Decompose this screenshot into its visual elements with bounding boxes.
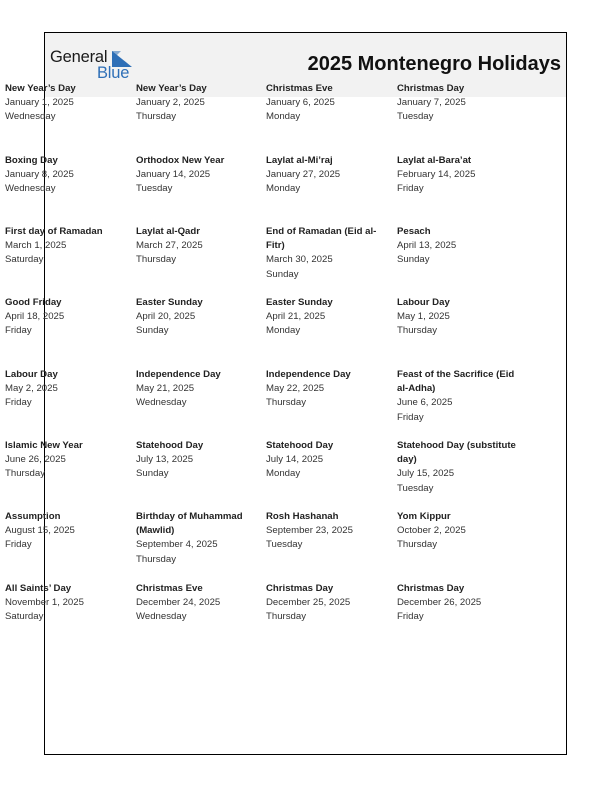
holiday-weekday: Friday [397,411,424,423]
holiday-weekday: Tuesday [397,111,434,123]
holiday-weekday: Sunday [266,268,299,280]
holiday-entry [397,225,523,268]
holiday-name: Christmas Day [397,83,465,94]
holiday-name: Christmas Eve [266,83,333,94]
holiday-entry [5,582,131,625]
holiday-name: First day of Ramadan [5,226,103,237]
holiday-name: Feast of the Sacrifice (Eid al-Adha) [397,369,515,395]
holiday-date: May 21, 2025 [136,383,195,395]
holiday-entry [136,582,262,625]
holiday-entry [5,296,131,339]
holiday-date: May 22, 2025 [266,383,325,395]
holiday-entry [5,439,131,482]
holiday-entry [5,82,131,125]
holiday-date: September 23, 2025 [266,525,353,537]
holiday-weekday: Saturday [5,611,44,623]
holiday-name: Independence Day [266,369,351,380]
holiday-weekday: Thursday [136,111,176,123]
holiday-name: New Year’s Day [136,83,207,94]
holiday-weekday: Thursday [136,553,176,565]
holiday-date: April 21, 2025 [266,311,326,323]
holiday-name: Laylat al-Bara’at [397,155,472,166]
holiday-name: Statehood Day [266,440,334,451]
holiday-weekday: Wednesday [5,183,56,195]
holiday-weekday: Monday [266,468,301,480]
holiday-weekday: Wednesday [136,397,187,409]
holiday-date: May 1, 2025 [397,311,450,323]
holiday-date: January 8, 2025 [5,169,74,181]
holiday-date: June 6, 2025 [397,397,453,409]
holiday-name: Birthday of Muhammad (Mawlid) [136,511,243,537]
holiday-entry [5,510,131,553]
holiday-weekday: Wednesday [5,111,56,123]
holiday-date: July 14, 2025 [266,454,324,466]
holiday-weekday: Friday [5,397,32,409]
holiday-name: Laylat al-Mi’raj [266,155,333,166]
holiday-weekday: Thursday [136,254,176,266]
holiday-name: Boxing Day [5,155,58,166]
holiday-weekday: Monday [266,325,301,337]
holiday-weekday: Monday [266,183,301,195]
holiday-name: Christmas Day [266,583,334,594]
holiday-name: Labour Day [5,369,58,380]
holiday-entry [266,582,392,625]
holiday-name: Good Friday [5,297,62,308]
page-title: 2025 Montenegro Holidays [307,53,561,75]
holiday-date: April 18, 2025 [5,311,65,323]
holiday-name: All Saints’ Day [5,583,72,594]
holiday-name: Orthodox New Year [136,155,225,166]
holiday-entry [5,368,131,411]
holiday-date: December 24, 2025 [136,597,221,609]
holiday-date: December 26, 2025 [397,597,482,609]
holiday-entry [397,296,523,339]
holiday-weekday: Saturday [5,254,44,266]
holiday-entry [266,296,392,339]
holiday-name: Easter Sunday [136,297,203,308]
holiday-weekday: Sunday [136,468,169,480]
holiday-date: January 7, 2025 [397,97,466,109]
holiday-weekday: Thursday [397,325,437,337]
holiday-date: March 27, 2025 [136,240,203,252]
holiday-date: January 2, 2025 [136,97,205,109]
holiday-date: January 1, 2025 [5,97,74,109]
holiday-entry [136,439,262,482]
holiday-entry [397,510,523,553]
logo-blue-text: Blue [97,64,130,82]
holiday-weekday: Friday [397,183,424,195]
holiday-date: July 13, 2025 [136,454,194,466]
holiday-entry [266,439,392,482]
holiday-entry [266,510,392,553]
holiday-entry [266,225,392,282]
holiday-name: Laylat al-Qadr [136,226,200,237]
holiday-date: March 30, 2025 [266,254,333,266]
holiday-date: November 1, 2025 [5,597,84,609]
holiday-date: August 15, 2025 [5,525,75,537]
holiday-entry [136,510,262,567]
holiday-name: Easter Sunday [266,297,333,308]
holiday-entry [397,154,523,197]
holiday-entry [397,439,523,496]
holiday-entry [136,296,262,339]
holiday-date: January 14, 2025 [136,169,211,181]
holiday-name: Christmas Eve [136,583,203,594]
holiday-date: January 27, 2025 [266,169,341,181]
holiday-date: September 4, 2025 [136,539,218,551]
holiday-name: Christmas Day [397,583,465,594]
holiday-name: Islamic New Year [5,440,83,451]
holiday-entry [266,82,392,125]
holiday-entry [266,368,392,411]
holiday-weekday: Thursday [266,397,306,409]
holiday-name: Yom Kippur [397,511,451,522]
holiday-date: May 2, 2025 [5,383,58,395]
holiday-date: June 26, 2025 [5,454,66,466]
holiday-date: April 13, 2025 [397,240,457,252]
holiday-entry [136,82,262,125]
holiday-weekday: Tuesday [136,183,173,195]
holiday-name: Independence Day [136,369,221,380]
holiday-entry [136,368,262,411]
holiday-weekday: Wednesday [136,611,187,623]
holiday-entry [136,225,262,268]
holiday-date: July 15, 2025 [397,468,455,480]
holiday-name: Rosh Hashanah [266,511,339,522]
holiday-weekday: Friday [5,325,32,337]
holiday-date: February 14, 2025 [397,169,476,181]
holiday-weekday: Thursday [5,468,45,480]
holiday-date: March 1, 2025 [5,240,67,252]
holiday-name: End of Ramadan (Eid al-Fitr) [266,226,377,252]
holiday-entry [397,582,523,625]
holiday-name: Pesach [397,226,431,237]
holiday-date: October 2, 2025 [397,525,466,537]
generalblue-logo [50,48,140,84]
holiday-weekday: Thursday [397,539,437,551]
logo-general-text: General [50,48,108,66]
holiday-weekday: Sunday [136,325,169,337]
holiday-entry [5,154,131,197]
holiday-entry [136,154,262,197]
holiday-weekday: Tuesday [397,482,434,494]
holiday-entry [5,225,131,268]
holiday-weekday: Friday [397,611,424,623]
holiday-date: January 6, 2025 [266,97,335,109]
holiday-entry [266,154,392,197]
holiday-name: New Year’s Day [5,83,76,94]
holiday-weekday: Sunday [397,254,430,266]
holiday-weekday: Monday [266,111,301,123]
holiday-entry [397,82,523,125]
holiday-name: Labour Day [397,297,450,308]
holiday-name: Assumption [5,511,61,522]
holiday-name: Statehood Day (substitute day) [397,440,516,466]
holiday-date: December 25, 2025 [266,597,351,609]
holiday-weekday: Tuesday [266,539,303,551]
holiday-date: April 20, 2025 [136,311,196,323]
holiday-entry [397,368,523,425]
holiday-name: Statehood Day [136,440,204,451]
holiday-weekday: Thursday [266,611,306,623]
holiday-weekday: Friday [5,539,32,551]
